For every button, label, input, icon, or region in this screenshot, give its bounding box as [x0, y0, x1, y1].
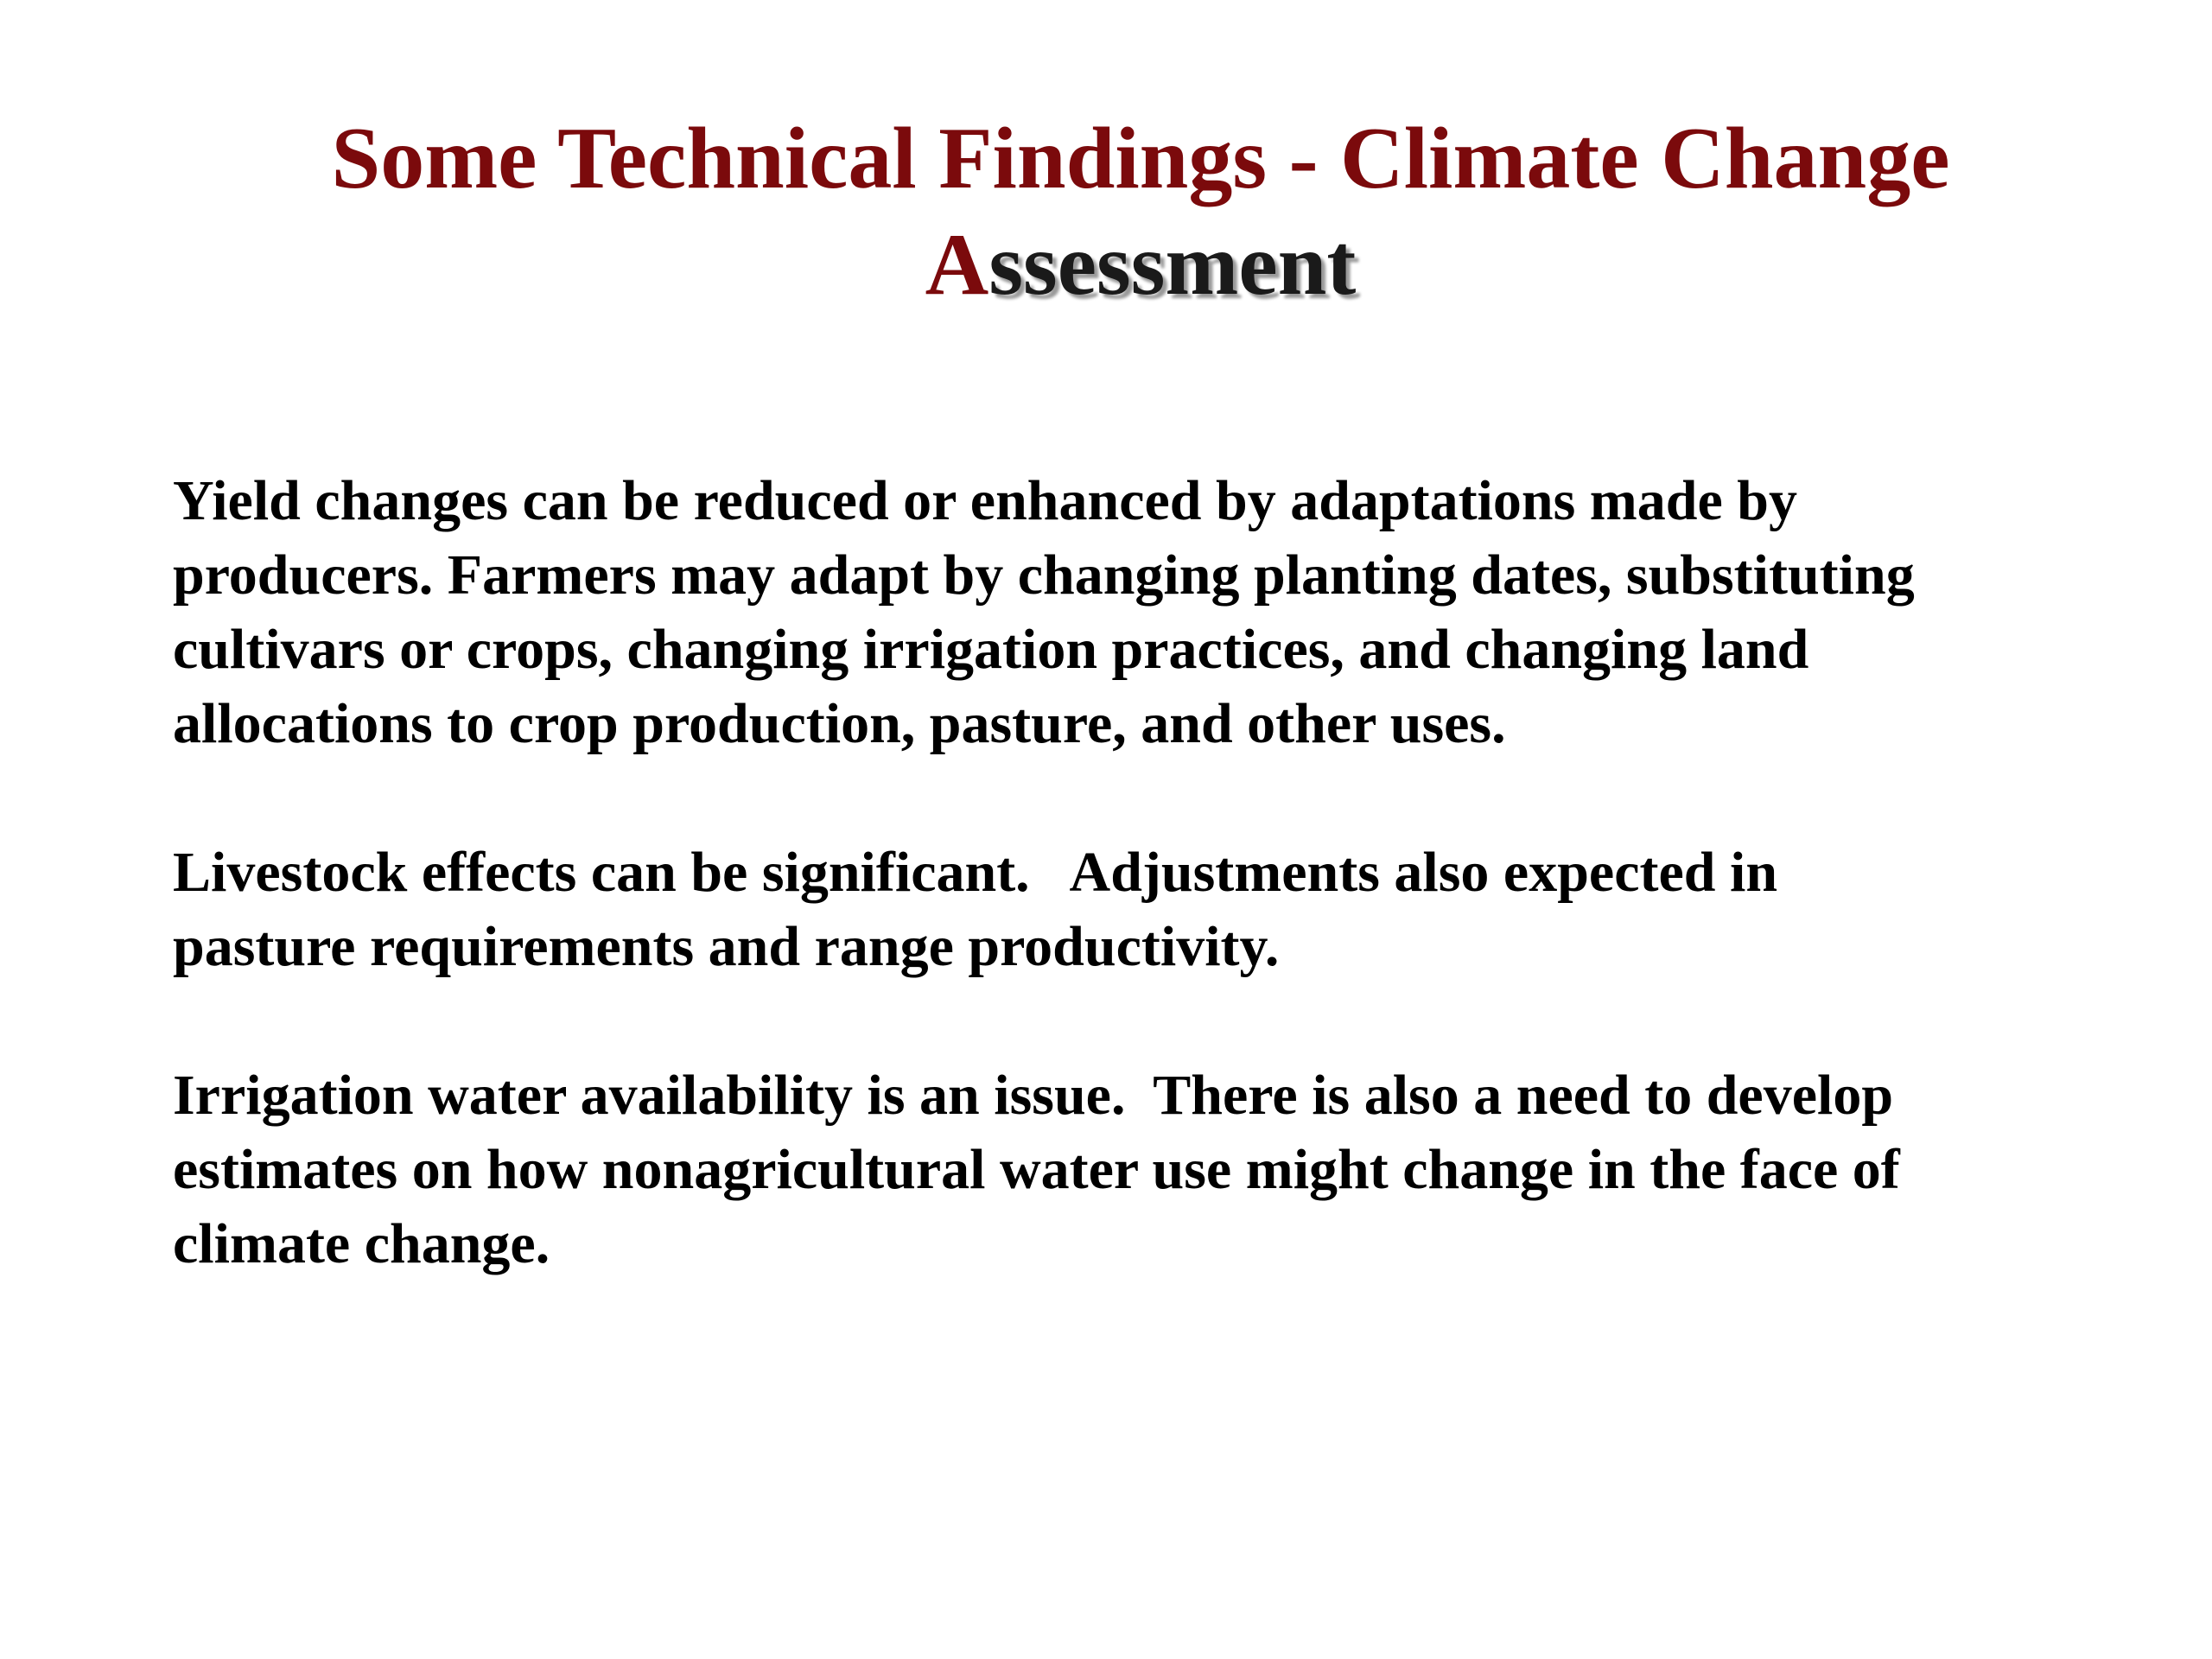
paragraph-line: producers. Farmers may adapt by changing planting dates, substituting — [173, 543, 1915, 607]
slide-title-line-1: Some Technical Findings - Climate Change — [331, 110, 1950, 207]
paragraph-irrigation-water — [173, 1058, 2126, 1281]
paragraph-line: Livestock effects can be significant. Adjustments also expected in — [173, 841, 1778, 904]
slide-title — [0, 105, 2212, 318]
slide-title-initial: A — [925, 216, 989, 314]
slide-title-rest: ssessment — [988, 216, 1357, 314]
paragraph-line: Irrigation water availability is an issue. There is also a need to develop — [173, 1064, 1894, 1127]
paragraph-line: climate change. — [173, 1212, 550, 1275]
paragraph-livestock-effects — [173, 836, 2126, 984]
paragraph-line: cultivars or crops, changing irrigation practices, and changing land — [173, 618, 1809, 681]
paragraph-line: allocations to crop production, pasture, and other uses. — [173, 692, 1506, 755]
paragraph-line: estimates on how nonagricultural water use might change in the face of — [173, 1138, 1900, 1201]
slide-title-line-2 — [0, 212, 2212, 318]
slide-body — [173, 464, 2126, 1356]
paragraph-line: Yield changes can be reduced or enhanced by adaptations made by — [173, 469, 1797, 532]
paragraph-line: pasture requirements and range productivity. — [173, 915, 1280, 978]
paragraph-yield-changes — [173, 464, 2126, 761]
